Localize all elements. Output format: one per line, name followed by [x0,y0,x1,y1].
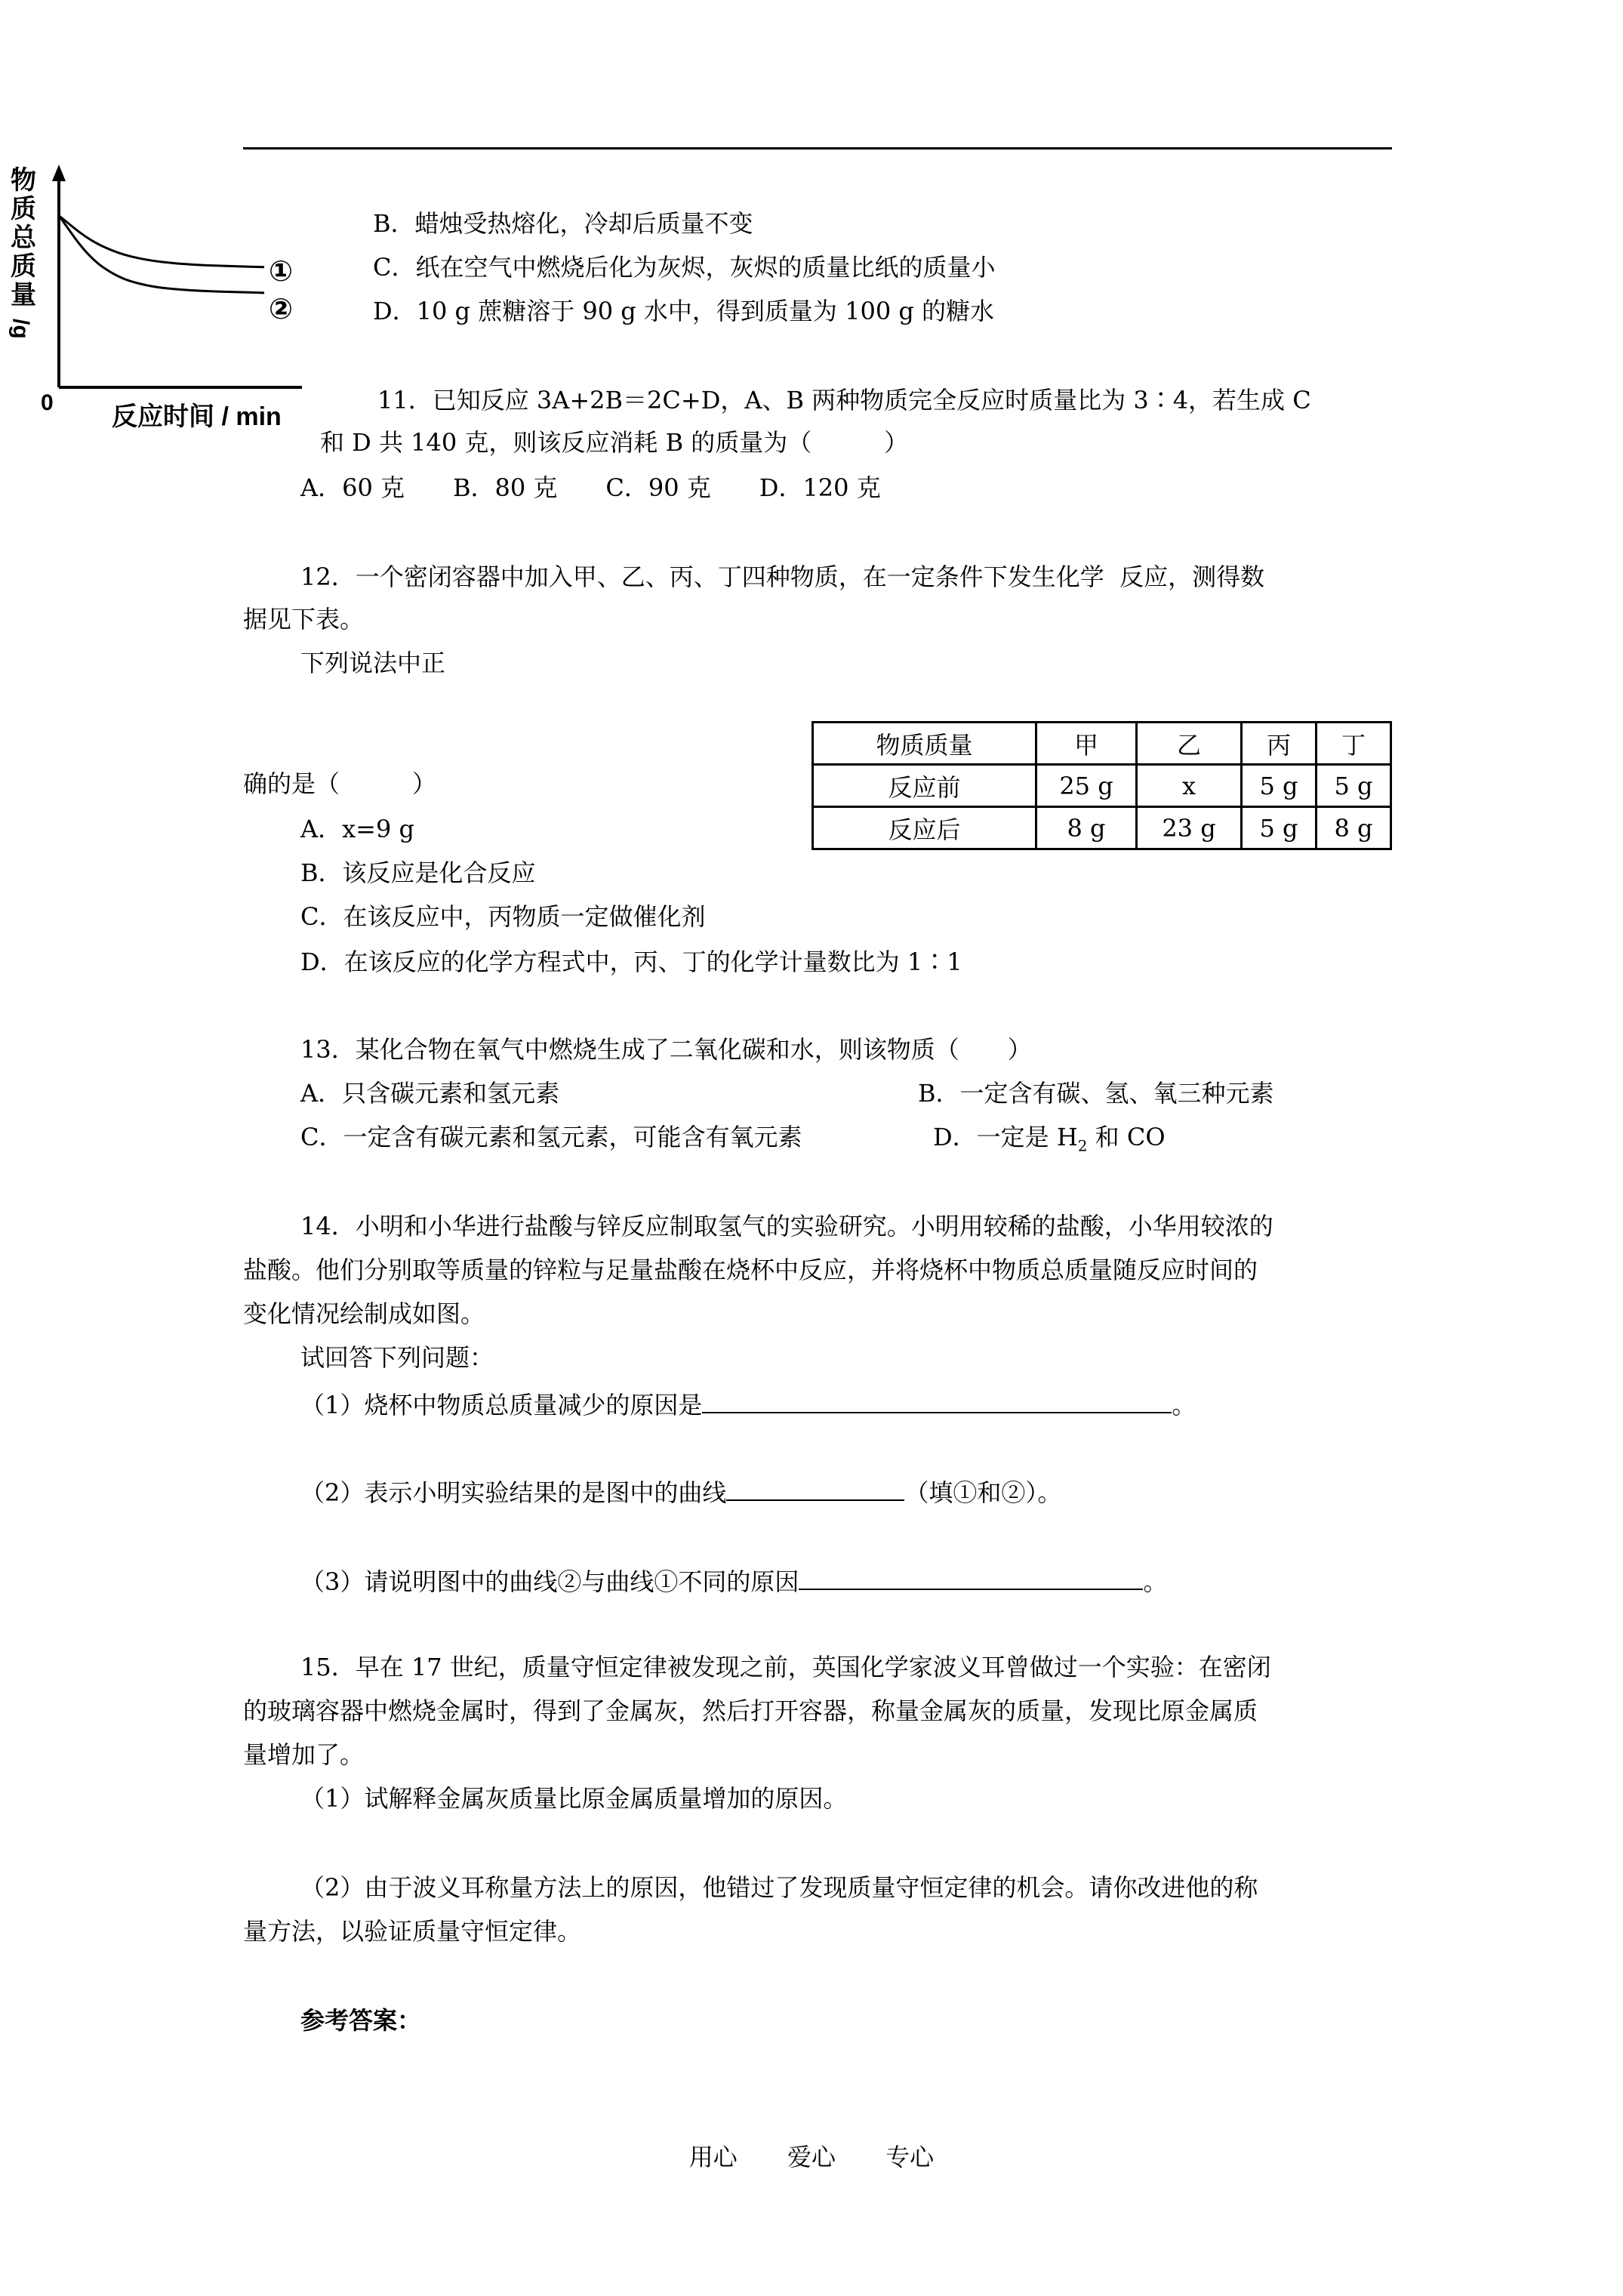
svg-text:质: 质 [11,252,36,281]
table-cell: 8 g [1317,807,1391,849]
q15-stem-line1: 15．早在 17 世纪，质量守恒定律被发现之前，英国化学家波义耳曾做过一个实验：在密闭 [300,1653,1271,1681]
svg-text:物: 物 [11,166,36,195]
origin-label: 0 [41,390,54,415]
table-cell: 5 g [1242,807,1317,849]
q14-part-3-end: 。 [1143,1567,1168,1596]
table-cell: 5 g [1242,765,1317,807]
svg-text:总: 总 [11,223,36,252]
y-axis-arrow [52,165,66,181]
page-footer [0,2138,1623,2173]
q13-option-b: B．一定含有碳、氢、氧三种元素 [918,1079,1274,1108]
table-cell: 25 g [1036,765,1137,807]
table-header-row [813,723,1391,765]
q13-option-d-subscript: 2 [1077,1136,1088,1155]
q10-option-b: B．蜡烛受热熔化，冷却后质量不变 [373,209,753,238]
q13-option-d [933,1122,1166,1160]
q13-option-d-suffix: 和 CO [1087,1123,1166,1151]
q15-part-2-line1: （2）由于波义耳称量方法上的原因，他错过了发现质量守恒定律的机会。请你改进他的称 [300,1873,1258,1902]
q12-stem-line2: 据见下表。 [243,605,365,633]
q13-option-c: C．一定含有碳元素和氢元素，可能含有氧元素 [300,1123,802,1151]
svg-text:质: 质 [11,195,36,223]
q14-part-2-text: （2）表示小明实验结果的是图中的曲线 [300,1478,727,1507]
q14-part-1 [300,1386,1196,1420]
q14-part-2-end: （填①和②）。 [904,1478,1062,1507]
svg-text:量: 量 [11,281,36,310]
q14-prompt: 试回答下列问题： [300,1343,494,1372]
q13-option-a: A．只含碳元素和氢元素 [300,1079,560,1108]
q12-option-d: D．在该反应的化学方程式中，丙、丁的化学计量数比为 1∶1 [300,948,962,976]
q14-part-1-answer-blank[interactable] [702,1386,1172,1413]
q14-part-1-end: 。 [1172,1391,1196,1419]
q13-stem: 13．某化合物在氧气中燃烧生成了二氧化碳和水，则该物质（ ） [300,1035,1032,1064]
q14-stem-line1: 14．小明和小华进行盐酸与锌反应制取氢气的实验研究。小明用较稀的盐酸，小华用较浓的 [300,1212,1273,1240]
q10-option-c: C．纸在空气中燃烧后化为灰烬，灰烬的质量比纸的质量小 [373,253,996,282]
table-header-cell: 丙 [1242,723,1317,765]
mass-data-table [812,721,1392,850]
header-rule [243,147,1392,149]
table-header-cell: 甲 [1036,723,1137,765]
curve-1 [59,216,264,267]
q12-stem-line3: 下列说法中正 [300,649,446,677]
footer-item: 用心 [688,2143,738,2171]
q12-option-b: B．该反应是化合反应 [300,858,536,887]
svg-text:/g: /g [8,319,33,339]
table-cell: 反应后 [813,807,1036,849]
q14-part-3-answer-blank[interactable] [799,1563,1143,1590]
q14-part-3 [300,1563,1167,1597]
table-row [813,807,1391,849]
footer-item: 爱心 [787,2143,836,2171]
q10-option-d: D．10 g 蔗糖溶于 90 g 水中，得到质量为 100 g 的糖水 [373,297,995,325]
q14-part-3-text: （3）请说明图中的曲线②与曲线①不同的原因 [300,1567,799,1596]
q12-stem-line4: 确的是（ ） [243,769,437,798]
answers-heading: 参考答案： [300,2006,422,2035]
curve-2-label: ② [269,294,294,325]
table-cell: 23 g [1137,807,1242,849]
table-cell: 5 g [1317,765,1391,807]
mass-time-chart [0,151,325,438]
q14-stem-line2: 盐酸。他们分别取等质量的锌粒与足量盐酸在烧杯中反应，并将烧杯中物质总质量随反应时间的 [243,1256,1258,1284]
table-header-cell: 丁 [1317,723,1391,765]
curve-1-label: ① [269,256,294,288]
q11-options: A．60 克 B．80 克 C．90 克 D．120 克 [300,473,881,502]
y-axis-label [8,166,37,339]
x-axis-label: 反应时间 / min [112,402,282,431]
table-cell: x [1137,765,1242,807]
q11-stem-line1: 11．已知反应 3A+2B＝2C+D，A、B 两种物质完全反应时质量比为 3∶4，若生成 C [377,386,1311,415]
q15-stem-line3: 量增加了。 [243,1740,365,1769]
q14-part-2-answer-blank[interactable] [726,1474,904,1501]
q14-part-2 [300,1474,1061,1508]
table-cell: 反应前 [813,765,1036,807]
q15-part-2-line2: 量方法，以验证质量守恒定律。 [243,1917,582,1946]
table-header-cell: 物质质量 [813,723,1036,765]
q15-stem-line2: 的玻璃容器中燃烧金属时，得到了金属灰，然后打开容器，称量金属灰的质量，发现比原金属质 [243,1697,1258,1725]
q13-option-d-prefix: D．一定是 H [933,1123,1078,1151]
q12-stem-line1: 12．一个密闭容器中加入甲、乙、丙、丁四种物质，在一定条件下发生化学 反应，测得数 [300,562,1265,591]
q12-option-a: A．x=9 g [300,815,414,843]
q15-part-1: （1）试解释金属灰质量比原金属质量增加的原因。 [300,1784,848,1813]
q14-stem-line3: 变化情况绘制成如图。 [243,1299,485,1328]
table-header-cell: 乙 [1137,723,1242,765]
table-cell: 8 g [1036,807,1137,849]
footer-item: 专心 [885,2143,935,2171]
q12-option-c: C．在该反应中，丙物质一定做催化剂 [300,902,706,931]
q14-part-1-text: （1）烧杯中物质总质量减少的原因是 [300,1391,703,1419]
curve-2 [59,216,264,293]
table-row [813,765,1391,807]
q11-stem-line2: 和 D 共 140 克，则该反应消耗 B 的质量为（ ） [320,428,909,457]
